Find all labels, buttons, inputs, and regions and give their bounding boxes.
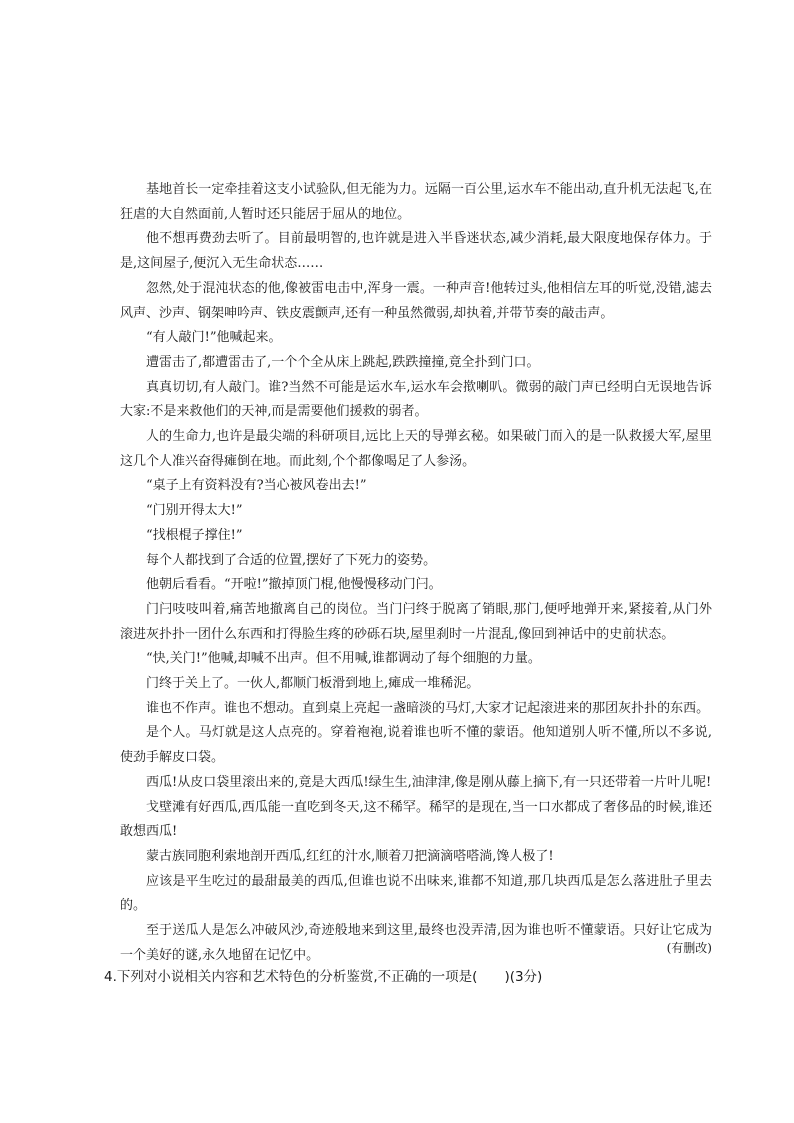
source-note: (有删改) (666, 941, 712, 955)
paragraph: 基地首长一定牵挂着这支小试验队,但无能为力。远隔一百公里,运水车不能出动,直升机无法起飞,在狂虐的大自然面前,人暂时还只能居于屈从的地位。 (120, 182, 712, 222)
paragraph: “找根棍子撑住!” (146, 527, 243, 543)
paragraph: 每个人都找到了合适的位置,摆好了下死力的姿势。 (146, 552, 437, 568)
paragraph: 门终于关上了。一伙人,都顺门板滑到地上,瘫成一堆稀泥。 (146, 676, 480, 692)
paragraph: 真真切切,有人敲门。谁?当然不可能是运水车,运水车会揿喇叭。微弱的敲门声已经明白无误地告诉大家:不是来救他们的天神,而是需要他们援救的弱者。 (120, 379, 712, 420)
paragraph: 西瓜!从皮口袋里滚出来的,竟是大西瓜!绿生生,油津津,像是刚从藤上摘下,有一只还带着一片叶儿呢! (146, 774, 712, 790)
paragraph: “有人敲门!”他喊起来。 (146, 330, 282, 346)
paragraph: 谁也不作声。谁也不想动。直到桌上亮起一盏暗淡的马灯,大家才记起滚进来的那团灰扑扑的东西。 (146, 700, 710, 716)
paragraph: 遭雷击了,都遭雷击了,一个个全从床上跳起,跌跌撞撞,竟全扑到门口。 (146, 354, 540, 370)
question-4: 4.下列对小说相关内容和艺术特色的分析鉴赏,不正确的一项是( )(3分) (104, 969, 543, 985)
paragraph: 忽然,处于混沌状态的他,像被雷电击中,浑身一震。一种声音!他转过头,他相信左耳的听觉,没错,滤去风声、沙声、钢架呻吟声、铁皮震颤声,还有一种虽然微弱,却执着,并带节奏的敲击声。 (120, 280, 712, 321)
paragraph: 人的生命力,也许是最尖端的科研项目,远比上天的导弹玄秘。如果破门而入的是一队救援大军,屋里这几个人准兴奋得瘫倒在地。而此刻,个个都像喝足了人参汤。 (120, 429, 712, 469)
paragraph: 应该是平生吃过的最甜最美的西瓜,但谁也说不出味来,谁都不知道,那几块西瓜是怎么落进肚子里去的。 (120, 873, 712, 914)
paragraph: 至于送瓜人是怎么冲破风沙,奇迹般地来到这里,最终也没弄清,因为谁也听不懂蒙语。只好让它成为一个美好的谜,永久地留在记忆中。 (120, 923, 712, 963)
story-passage (120, 178, 712, 969)
paragraph: 门闩吱吱叫着,痛苦地撤离自己的岗位。当门闩终于脱离了销眼,那门,便呼地弹开来,紧接着,从门外滚进灰扑扑一团什么东西和打得脸生疼的砂砾石块,屋里刹时一片混乱,像回到神话中的史前状态。 (120, 601, 712, 642)
paragraph: 戈壁滩有好西瓜,西瓜能一直吃到冬天,这不稀罕。稀罕的是现在,当一口水都成了奢侈品的时候,谁还敢想西瓜! (120, 799, 712, 840)
paragraph: 蒙古族同胞利索地剖开西瓜,红红的汁水,顺着刀把滴滴嗒嗒淌,馋人极了! (146, 848, 554, 864)
paragraph: 他不想再费劲去听了。目前最明智的,也许就是进入半昏迷状态,减少消耗,最大限度地保存体力。于是,这间屋子,便沉入无生命状态…… (120, 231, 712, 272)
paragraph: “桌子上有资料没有?当心被风卷出去!” (146, 478, 367, 494)
paragraph: 他朝后看看。“开啦!”撤掉顶门棍,他慢慢移动门闩。 (146, 577, 442, 593)
paragraph: “快,关门!”他喊,却喊不出声。但不用喊,谁都调动了每个细胞的力量。 (146, 651, 541, 667)
paragraph: “门别开得太大!” (146, 503, 243, 519)
paragraph: 是个人。马灯就是这人点亮的。穿着袍袍,说着谁也听不懂的蒙语。他知道别人听不懂,所以不多说,使劲手解皮口袋。 (120, 725, 712, 766)
